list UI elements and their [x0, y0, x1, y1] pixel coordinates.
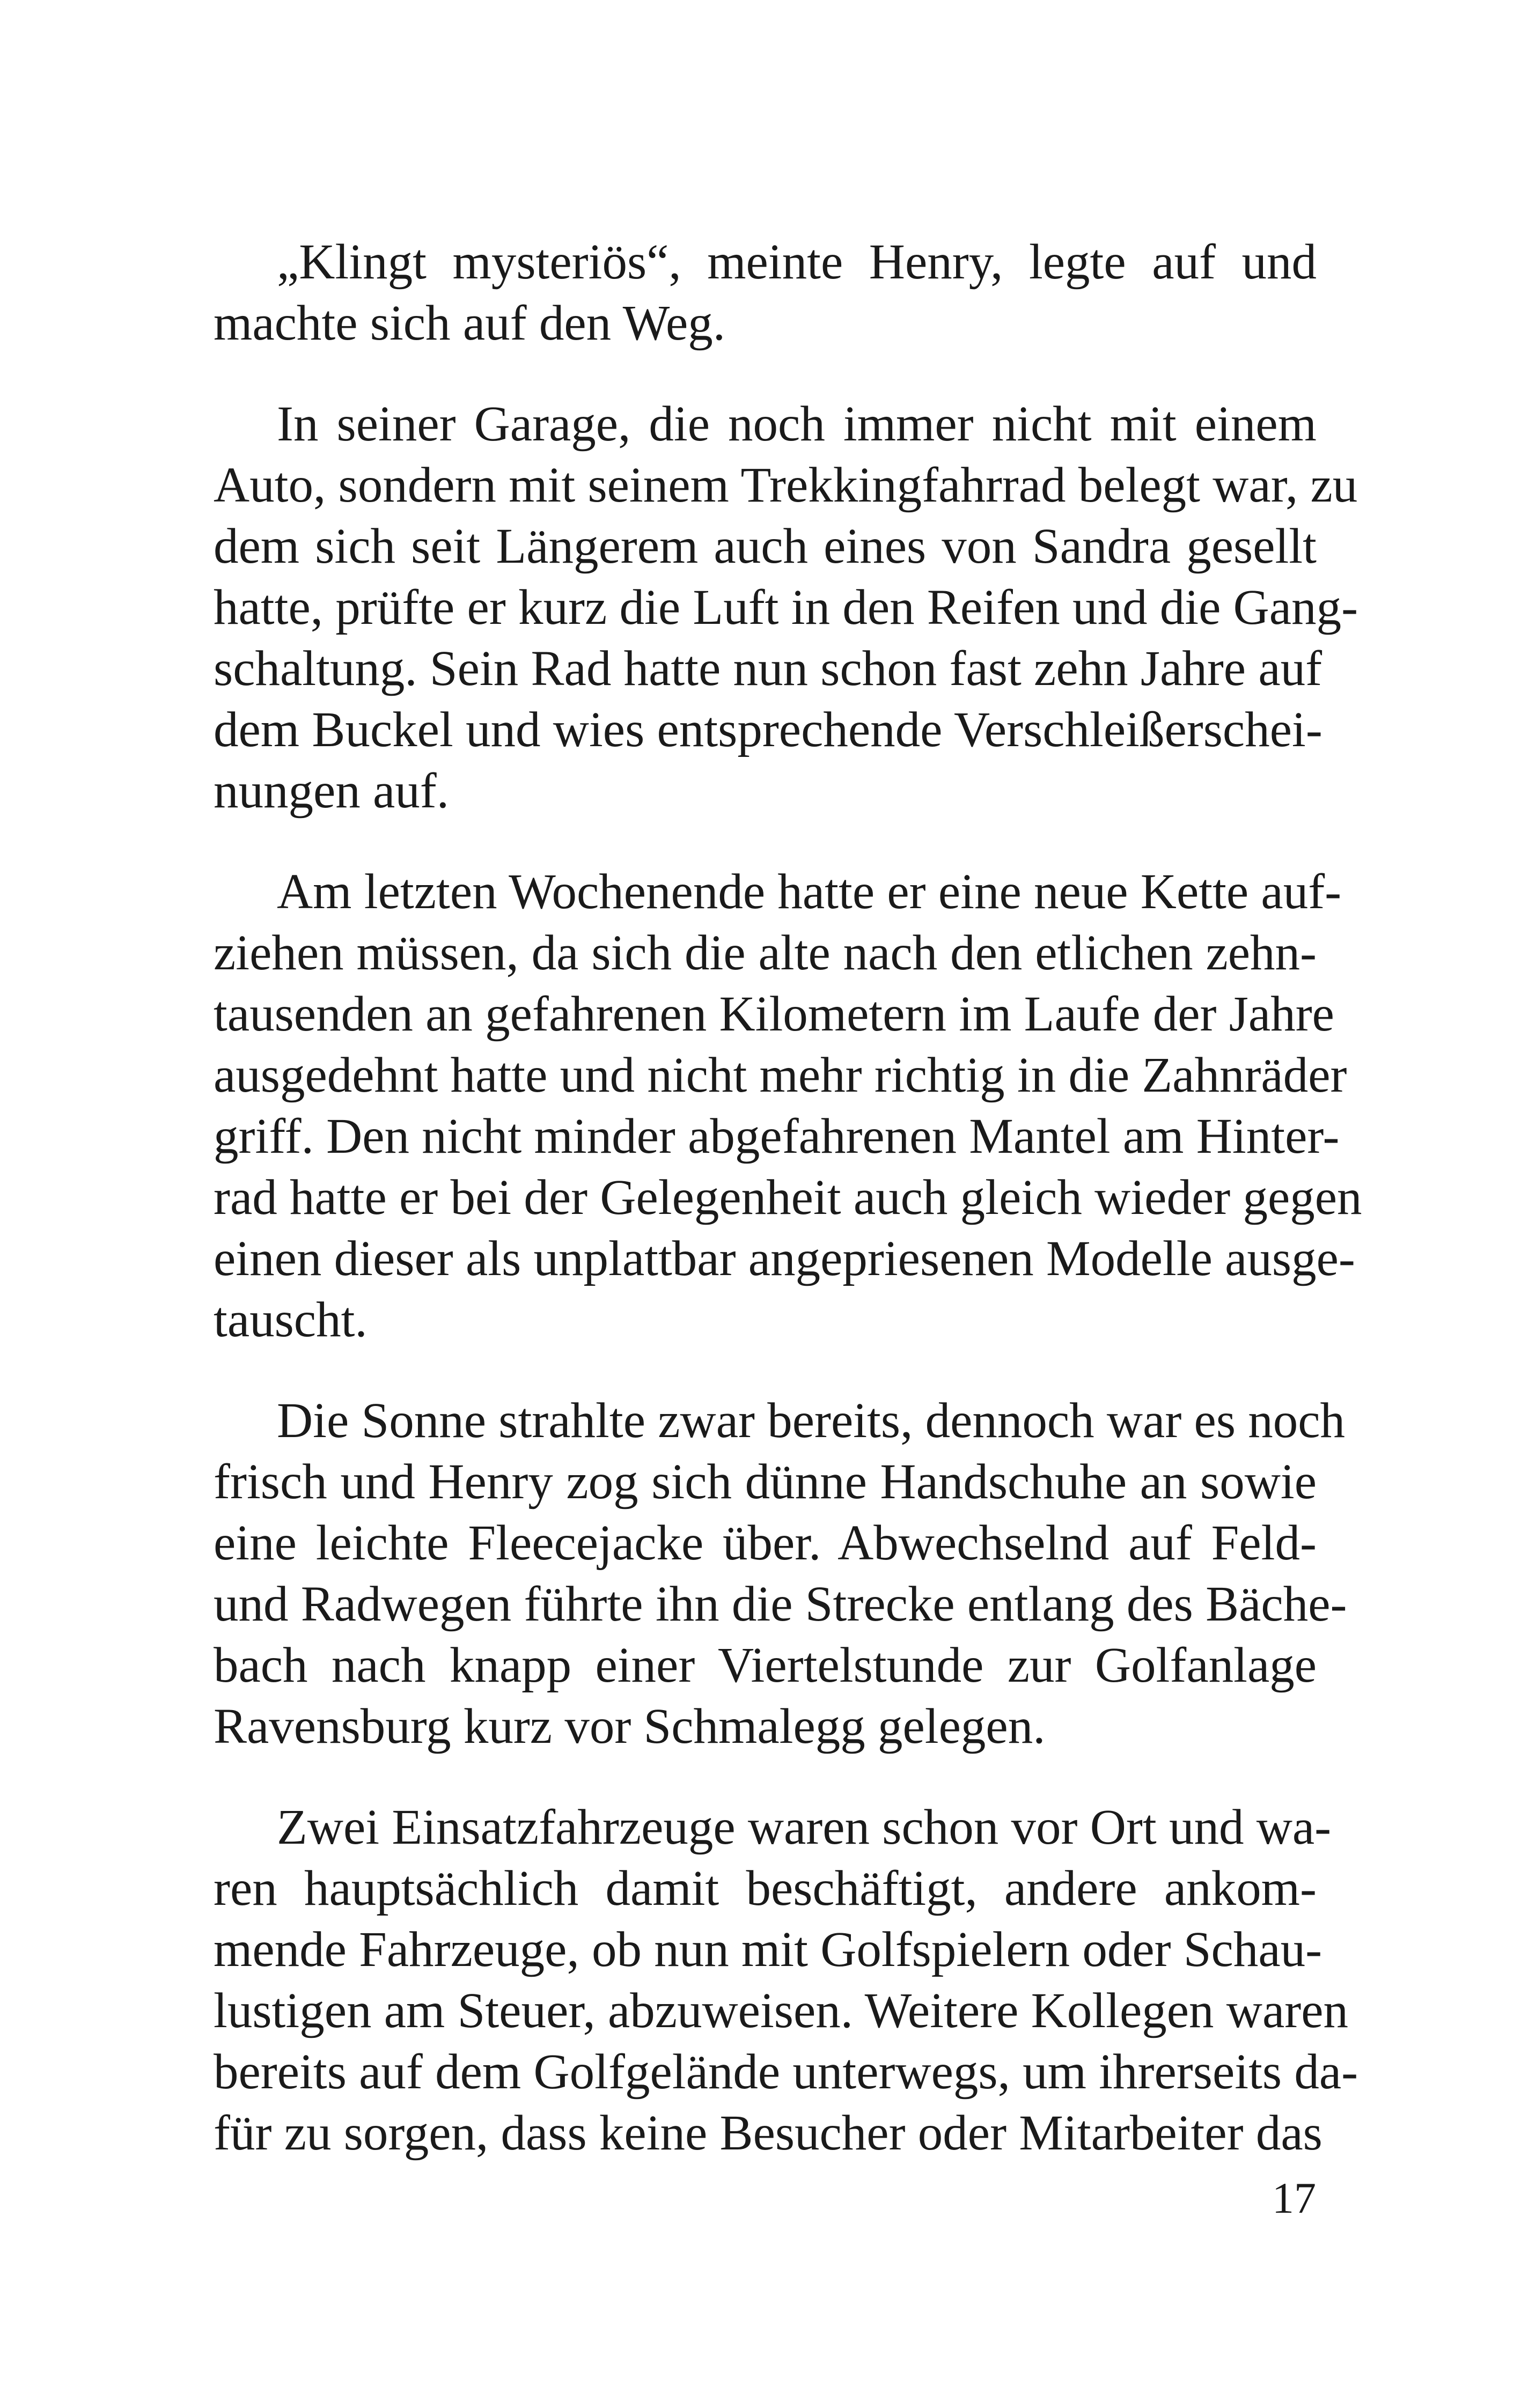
paragraph-5: [214, 1797, 1358, 2164]
text-line: Auto, sondern mit seinem Trekkingfahrrad belegt war, zu: [214, 458, 1358, 513]
text-line: nungen auf.: [214, 763, 450, 819]
text-line: Am letzten Wochenende hatte er eine neue Kette auf-: [277, 864, 1342, 919]
paragraph-2: [214, 394, 1358, 822]
text-line: ren hauptsächlich damit beschäftigt, andere ankom-: [214, 1861, 1317, 1916]
text-line: dem Buckel und wies entsprechende Verschleißerschei-: [214, 702, 1322, 757]
text-line: ziehen müssen, da sich die alte nach den etlichen zehn-: [214, 925, 1317, 981]
text-line: ausgedehnt hatte und nicht mehr richtig in die Zahnräder: [214, 1048, 1347, 1103]
text-line: einen dieser als unplattbar angepriesenen Modelle ausge-: [214, 1231, 1355, 1286]
text-line: und Radwegen führte ihn die Strecke entlang des Bäche-: [214, 1577, 1347, 1632]
text-line: Die Sonne strahlte zwar bereits, dennoch war es noch: [277, 1393, 1346, 1448]
text-line: Zwei Einsatzfahrzeuge waren schon vor Ort und wa-: [277, 1800, 1332, 1855]
text-line: für zu sorgen, dass keine Besucher oder Mitarbeiter das: [214, 2105, 1322, 2161]
page-number: 17: [1272, 2174, 1316, 2222]
text-line: eine leichte Fleecejacke über. Abwechselnd auf Feld-: [214, 1515, 1317, 1571]
body-text: [214, 232, 1362, 2204]
text-line: bereits auf dem Golfgelände unterwegs, um ihrerseits da-: [214, 2044, 1358, 2100]
text-line: schaltung. Sein Rad hatte nun schon fast zehn Jahre auf: [214, 641, 1322, 696]
paragraph-4: [214, 1390, 1347, 1757]
text-line: frisch und Henry zog sich dünne Handschuhe an sowie: [214, 1454, 1317, 1509]
text-line: hatte, prüfte er kurz die Luft in den Reifen und die Gang-: [214, 580, 1358, 635]
paragraph-3: [214, 861, 1362, 1351]
text-line: „Klingt mysteriös“, meinte Henry, legte auf und: [277, 234, 1317, 290]
text-line: griff. Den nicht minder abgefahrenen Mantel am Hinter-: [214, 1109, 1340, 1164]
text-line: mende Fahrzeuge, ob nun mit Golfspielern oder Schau-: [214, 1922, 1322, 1977]
text-line: rad hatte er bei der Gelegenheit auch gleich wieder gegen: [214, 1170, 1362, 1225]
text-line: bach nach knapp einer Viertelstunde zur Golfanlage: [214, 1638, 1317, 1693]
text-line: tausenden an gefahrenen Kilometern im Laufe der Jahre: [214, 986, 1334, 1042]
text-line: tauscht.: [214, 1292, 368, 1347]
text-line: lustigen am Steuer, abzuweisen. Weitere Kollegen waren: [214, 1983, 1348, 2038]
text-line: machte sich auf den Weg.: [214, 296, 726, 351]
paragraph-1: [214, 232, 1317, 354]
text-line: In seiner Garage, die noch immer nicht mit einem: [277, 396, 1317, 452]
text-line: Ravensburg kurz vor Schmalegg gelegen.: [214, 1699, 1046, 1754]
text-line: dem sich seit Längerem auch eines von Sandra gesellt: [214, 519, 1317, 574]
